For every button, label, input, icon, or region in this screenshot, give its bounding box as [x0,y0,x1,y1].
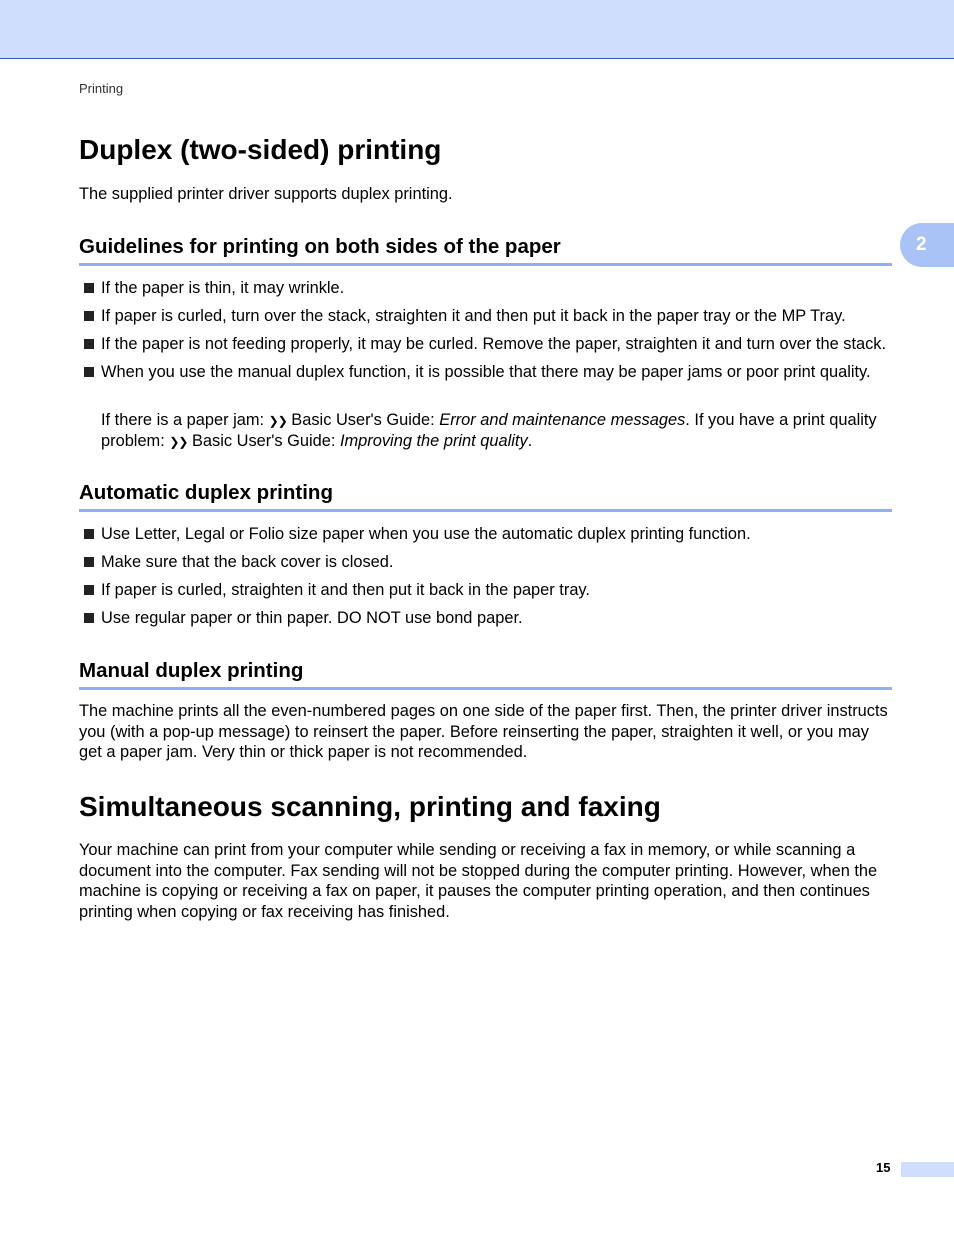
subsection-title-guidelines: Guidelines for printing on both sides of the paper [79,234,892,266]
simultaneous-body: Your machine can print from your computer while sending or receiving a fax in memory, or while scanning a document into the computer. Fax sending will not be stopped during the computer printing. However, when the machine is copying or receiving a fax on paper, it pauses the computer printing operation, and then continues printing when copying or fax receiving has finished. [79,841,878,921]
link-error-messages[interactable]: Error and maintenance messages [439,411,686,429]
list-item: If the paper is thin, it may wrinkle. [79,278,899,298]
bullet-square-icon [84,367,94,377]
list-item: When you use the manual duplex function, it is possible that there may be paper jams or poor print quality. [79,362,899,382]
list-item: If the paper is not feeding properly, it may be curled. Remove the paper, straighten it and turn over the stack. [79,334,899,354]
list-item: Make sure that the back cover is closed. [79,552,899,572]
running-head: Printing [79,81,124,96]
bullet-square-icon [84,311,94,321]
subsection-title-manual: Manual duplex printing [79,658,892,690]
manual-duplex-body: The machine prints all the even-numbered pages on one side of the paper first. Then, the printer driver instructs you (with a pop-up message) to reinsert the paper. Before reinserting the paper, straighten it well, or you may get a paper jam. Very thin or thick paper is not recommended. [79,702,888,761]
footer-bar [901,1162,954,1177]
bullet-square-icon [84,613,94,623]
link-improving-print-quality[interactable]: Improving the print quality [339,432,528,450]
page-number: 15 [876,1160,891,1175]
bullet-square-icon [84,283,94,293]
list-item: If paper is curled, straighten it and then put it back in the paper tray. [79,580,899,600]
list-item: Use regular paper or thin paper. DO NOT use bond paper. [79,608,899,628]
automatic-list [79,524,899,636]
chapter-number: 2 [916,234,927,255]
duplex-intro: The supplied printer driver supports duplex printing. [79,185,453,203]
chapter-tab[interactable] [900,223,954,267]
bullet-square-icon [84,585,94,595]
double-arrow-icon: ❯❯ [268,414,287,428]
section-title-duplex: Duplex (two-sided) printing [79,134,442,165]
list-item: Use Letter, Legal or Folio size paper when you use the automatic duplex printing function. [79,524,899,544]
double-arrow-icon: ❯❯ [169,435,188,449]
header-band [0,0,954,59]
subsection-title-automatic: Automatic duplex printing [79,480,892,512]
paper-jam-note: If there is a paper jam: ❯❯ Basic User's Guide: Error and maintenance messages. If you have a print quality problem: ❯❯ Basic User's Guide: Improving the print quality. [101,411,877,450]
bullet-square-icon [84,339,94,349]
bullet-square-icon [84,557,94,567]
bullet-square-icon [84,529,94,539]
list-item: If paper is curled, turn over the stack, straighten it and then put it back in the paper tray or the MP Tray. [79,306,899,326]
guidelines-list [79,278,899,390]
section-title-simultaneous: Simultaneous scanning, printing and faxing [79,791,661,822]
